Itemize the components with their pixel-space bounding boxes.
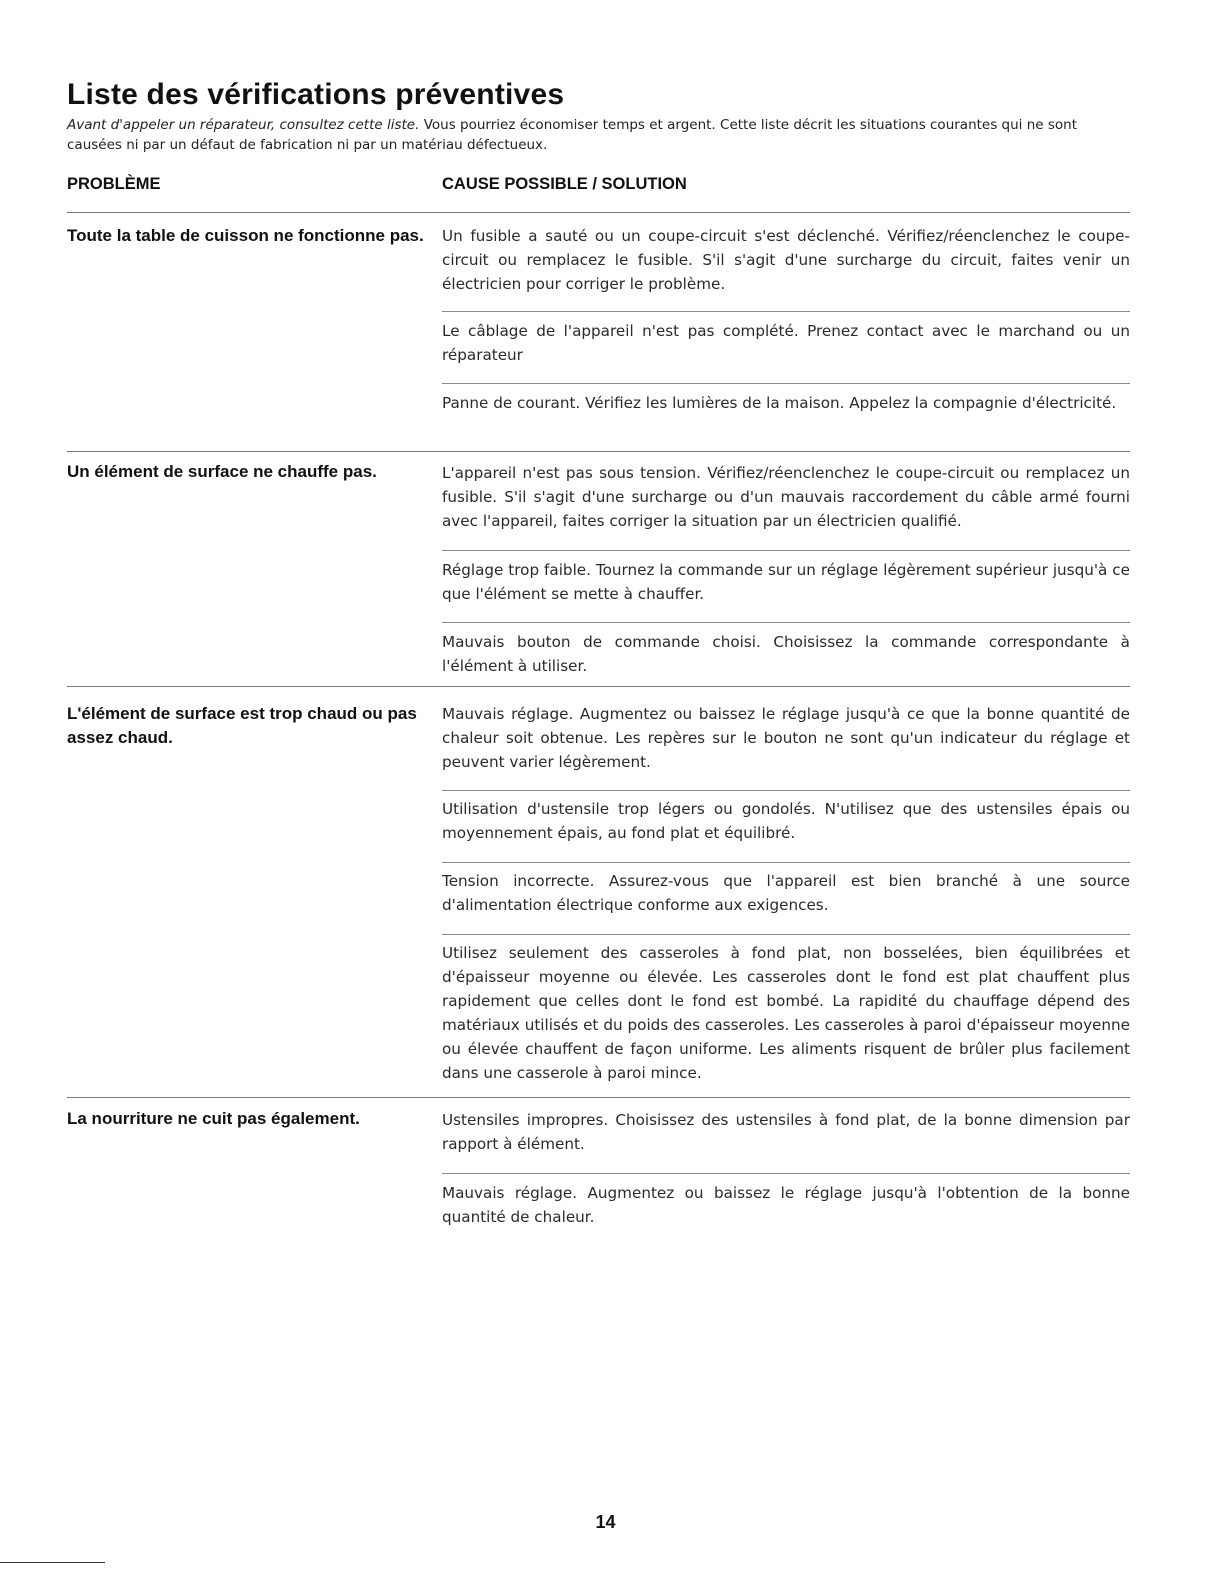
solution-text: Utilisation d'ustensile trop légers ou gondolés. N'utilisez que des ustensiles épais ou moyennement épais, au fond plat et équilibré. bbox=[442, 800, 1130, 842]
divider bbox=[67, 212, 1130, 213]
solution-text: Ustensiles impropres. Choisissez des ustensiles à fond plat, de la bonne dimension par rapport à élément. bbox=[442, 1111, 1130, 1153]
solution-text: Un fusible a sauté ou un coupe-circuit s'est déclenché. Vérifiez/réenclenchez le coupe-circuit ou remplacez le fusible. S'il s'agit d'une surcharge du circuit, faites venir un électricien pour corriger le problème. bbox=[442, 227, 1130, 293]
sub-divider bbox=[442, 790, 1130, 791]
sub-divider bbox=[442, 934, 1130, 935]
page-number: 14 bbox=[595, 1512, 616, 1532]
sub-divider bbox=[442, 550, 1130, 551]
sub-divider bbox=[442, 862, 1130, 863]
problem-label: La nourriture ne cuit pas également. bbox=[67, 1109, 360, 1128]
intro-paragraph bbox=[67, 115, 1130, 155]
footer-rule bbox=[0, 1562, 105, 1563]
problem-label: Un élément de surface ne chauffe pas. bbox=[67, 462, 377, 481]
solution-text: Le câblage de l'appareil n'est pas complété. Prenez contact avec le marchand ou un réparateur bbox=[442, 322, 1130, 364]
solution-text: Mauvais réglage. Augmentez ou baissez le réglage jusqu'à l'obtention de la bonne quantité de chaleur. bbox=[442, 1184, 1130, 1226]
intro-italic: Avant d'appeler un réparateur, consultez cette liste. bbox=[67, 117, 420, 133]
solution-text: L'appareil n'est pas sous tension. Vérifiez/réenclenchez le coupe-circuit ou remplacez un fusible. S'il s'agit d'une surcharge ou d'un mauvais raccordement du câble armé fourni avec l'appareil, faites corriger la situation par un électricien qualifié. bbox=[442, 464, 1130, 530]
divider bbox=[67, 451, 1130, 452]
page-title: Liste des vérifications préventives bbox=[67, 78, 565, 111]
solution-text: Utilisez seulement des casseroles à fond plat, non bosselées, bien équilibrées et d'épaisseur moyenne ou élevée. Les casseroles dont le fond est plat chauffent plus rapidement que celles dont le fond est bombé. La rapidité du chauffage dépend des matériaux utilisés et du poids des casseroles. Les casseroles à paroi d'épaisseur moyenne ou élevée chauffent de façon uniforme. Les aliments risquent de brûler plus facilement dans une casserole à paroi mince. bbox=[442, 944, 1130, 1082]
sub-divider bbox=[442, 311, 1130, 312]
column-header-problem: PROBLÈME bbox=[67, 175, 161, 193]
divider bbox=[67, 1097, 1130, 1098]
solution-text: Mauvais bouton de commande choisi. Choisissez la commande correspondante à l'élément à utiliser. bbox=[442, 633, 1130, 675]
solution-text: Tension incorrecte. Assurez-vous que l'appareil est bien branché à une source d'alimentation électrique conforme aux exigences. bbox=[442, 872, 1130, 914]
problem-label: L'élément de surface est trop chaud ou pas assez chaud. bbox=[67, 704, 417, 747]
sub-divider bbox=[442, 622, 1130, 623]
sub-divider bbox=[442, 383, 1130, 384]
column-header-cause: CAUSE POSSIBLE / SOLUTION bbox=[442, 175, 687, 193]
sub-divider bbox=[442, 1173, 1130, 1174]
solution-text: Mauvais réglage. Augmentez ou baissez le réglage jusqu'à ce que la bonne quantité de chaleur soit obtenue. Les repères sur le bouton ne sont qu'un indicateur du réglage et peuvent varier légèrement. bbox=[442, 705, 1130, 771]
solution-text: Réglage trop faible. Tournez la commande sur un réglage légèrement supérieur jusqu'à ce que l'élément se mette à chauffer. bbox=[442, 561, 1130, 603]
divider bbox=[67, 686, 1130, 687]
solution-text: Panne de courant. Vérifiez les lumières de la maison. Appelez la compagnie d'électricité. bbox=[442, 394, 1117, 412]
problem-label: Toute la table de cuisson ne fonctionne pas. bbox=[67, 226, 424, 245]
intro-text: Vous pourriez économiser temps et argent. Cette liste décrit les situations courantes qui ne sont causées ni par un défaut de fabrication ni par un matériau défectueux. bbox=[67, 117, 1078, 153]
